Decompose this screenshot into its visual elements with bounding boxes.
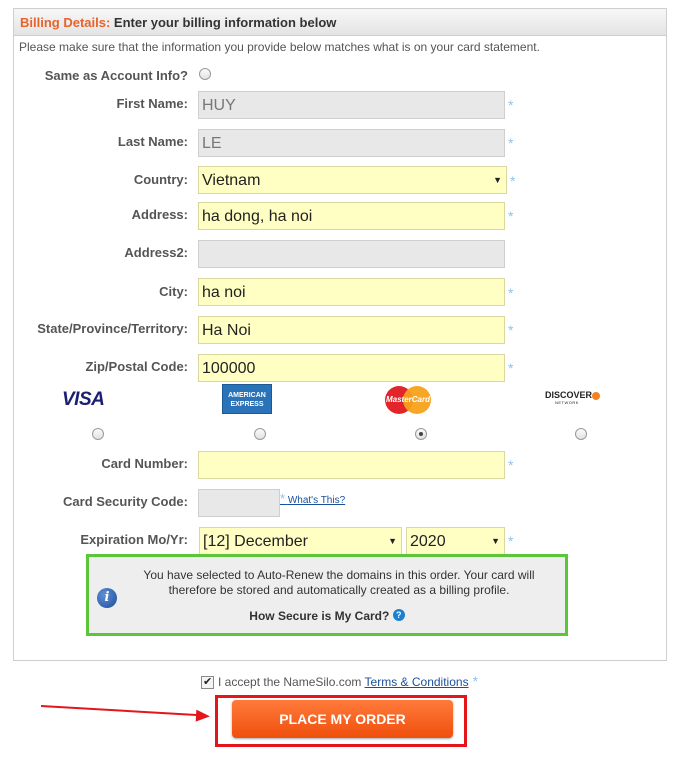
country-select[interactable]: Vietnam ▼: [198, 166, 507, 194]
state-label: State/Province/Territory:: [37, 321, 188, 336]
visa-radio[interactable]: [92, 428, 104, 440]
card-number-label: Card Number:: [101, 456, 188, 471]
country-label: Country:: [133, 172, 188, 187]
address-label: Address:: [131, 207, 188, 222]
amex-logo-line2: EXPRESS: [230, 401, 264, 408]
whats-this-label[interactable]: What's This?: [287, 495, 346, 506]
mastercard-logo: [383, 385, 433, 415]
how-secure-link[interactable]: [89, 609, 565, 623]
zip-label: Zip/Postal Code:: [85, 359, 188, 374]
visa-logo: VISA: [62, 389, 105, 410]
auto-renew-info-box: [86, 554, 568, 636]
state-field[interactable]: Ha Noi: [198, 316, 505, 344]
last-name-required-mark: *: [508, 135, 514, 151]
zip-field[interactable]: 100000: [198, 354, 505, 382]
card-number-required-mark: *: [508, 457, 514, 473]
city-required-mark: *: [508, 285, 514, 301]
red-arrow: [41, 705, 201, 716]
mastercard-radio[interactable]: [415, 428, 427, 440]
place-order-button[interactable]: PLACE MY ORDER: [232, 700, 453, 738]
amex-radio[interactable]: [254, 428, 266, 440]
card-number-field[interactable]: [198, 451, 505, 479]
discover-logo-text: DISCOVER: [545, 390, 593, 400]
red-arrow-head: [196, 710, 211, 723]
city-label: City:: [159, 284, 188, 299]
address-required-mark: *: [508, 208, 514, 224]
discover-logo-subtext: NETWORK: [555, 400, 579, 405]
address-field[interactable]: ha dong, ha noi: [198, 202, 505, 230]
accept-terms-checkbox[interactable]: [201, 676, 214, 689]
state-required-mark: *: [508, 322, 514, 338]
auto-renew-info-text: You have selected to Auto-Renew the domains in this order. Your card will therefore be stored and automatically created as a billing profile.: [143, 568, 535, 597]
whats-this-link[interactable]: [280, 491, 345, 506]
how-secure-label[interactable]: How Secure is My Card?: [249, 609, 390, 623]
city-field[interactable]: ha noi: [198, 278, 505, 306]
discover-logo: [545, 390, 600, 405]
last-name-field[interactable]: LE: [198, 129, 505, 157]
same-as-account-label: Same as Account Info?: [44, 68, 188, 83]
address2-field[interactable]: [198, 240, 505, 268]
expiration-year-select[interactable]: 2020 ▼: [406, 527, 505, 555]
address2-label: Address2:: [124, 245, 188, 260]
panel-title: Enter your billing information below: [113, 15, 337, 30]
amex-logo: [222, 384, 272, 414]
info-icon: i: [97, 588, 117, 608]
accept-required-mark: *: [472, 673, 479, 689]
question-icon[interactable]: ?: [393, 609, 405, 621]
accept-terms-label: I accept the NameSilo.com: [218, 675, 362, 689]
security-code-field[interactable]: [198, 489, 280, 517]
accept-terms-row: [201, 673, 478, 689]
expiration-month-select[interactable]: [12] December ▼: [199, 527, 402, 555]
security-code-required-mark: *: [280, 491, 286, 506]
first-name-required-mark: *: [508, 97, 514, 113]
panel-title-highlight: Billing Details:: [20, 15, 111, 30]
mastercard-logo-text: MasterCard: [385, 395, 430, 404]
expiration-required-mark: *: [508, 533, 514, 549]
terms-conditions-link[interactable]: Terms & Conditions: [364, 675, 469, 689]
amex-logo-line1: AMERICAN: [228, 392, 266, 399]
country-required-mark: *: [510, 173, 516, 189]
security-code-label: Card Security Code:: [63, 494, 188, 509]
first-name-label: First Name:: [116, 96, 188, 111]
panel-header: [14, 9, 666, 36]
discover-radio[interactable]: [575, 428, 587, 440]
billing-notice: Please make sure that the information you provide below matches what is on your card statement.: [19, 40, 540, 54]
first-name-field[interactable]: HUY: [198, 91, 505, 119]
same-as-account-radio[interactable]: [199, 68, 211, 80]
expiration-label: Expiration Mo/Yr:: [80, 532, 188, 547]
last-name-label: Last Name:: [117, 134, 188, 149]
zip-required-mark: *: [508, 360, 514, 376]
